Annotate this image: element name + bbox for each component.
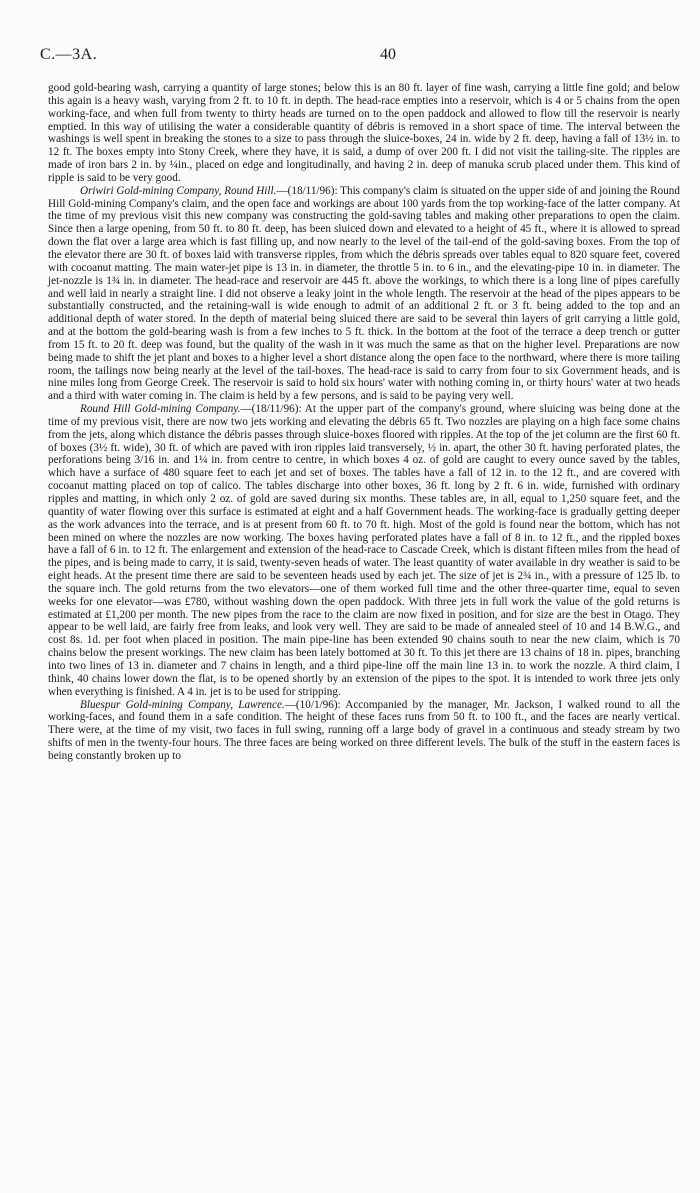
page-header [40,46,640,68]
document-body [48,82,680,763]
paragraph-text: good gold-bearing wash, carrying a quantity of large stones; below this is an 80 ft. layer of fine wash, carrying a little fine gold; and below this again is a heavy wash, varying from 2 ft. to 10 ft. in depth. The head-race empties into a reservoir, which is 4 or 5 chains from the open working-face, and when full from twenty to thirty heads are turned on to the open paddock and allowed to flow till the reservoir is nearly emptied. In this way of utilising the water a considerable quantity of débris is removed in a short space of time. The interval between the washings is well spent in breaking the stones to a size to pass through the sluice-boxes, 24 in. wide by 2 ft. deep, having a fall of 13½ in. to 12 ft. The boxes empty into Stony Creek, where they have, it is said, a dump of over 200 ft. I did not visit the tailing-site. The ripples are made of iron bars 2 in. by ¼in., placed on edge and longitudinally, and having 2 in. deep of manuka scrub placed under them. This kind of ripple is said to be very good. [48,82,680,184]
paragraph-text: —(18/11/96): This company's claim is situated on the upper side of and joining the Round Hill Gold-mining Company's claim, and the open face and workings are about 100 yards from the top working-face of the latter company. At the time of my previous visit this new company was constructing the gold-saving tables and making other preparations to open the claim. Since then a large opening, from 50 ft. to 80 ft. deep, has been sluiced down and elevated to a height of 45 ft., where it is allowed to spread down the flat over a large area which is fast filling up, and now nearly to the level of the tail-end of the gold-saving boxes. From the top of the elevator there are 30 ft. of boxes laid with transverse ripples, from which the débris spreads over tables equal to 820 square feet, covered with cocoanut matting. The main water-jet pipe is 13 in. in diameter, the throttle 5 in. to 6 in., and the elevating-pipe 10 in. in diameter. The jet-nozzle is 1¾ in. in diameter. The head-race and reservoir are 445 ft. above the workings, to which there is a long line of pipes carefully and well laid in nearly a straight line. I did not observe a leaky joint in the whole length. The reservoir at the head of the pipes appears to be substantially constructed, and the retaining-wall is wide enough to admit of an additional 2 ft. or 3 ft. being added to the top and an additional depth of water stored. In the depth of material being sluiced there are said to be several thin layers of grit carrying a little gold, and at the bottom the gold-bearing wash is from a few inches to 5 ft. thick. In the bottom at the foot of the terrace a deep trench or gutter from 15 ft. to 20 ft. deep was found, but the quality of the wash in it was much the same as that on the higher level. Preparations are now being made to shift the jet plant and boxes to a higher level a short distance along the open face to the northward, where there is more tailing room, the tailings now being nearly at the level of the tail-boxes. The head-race is said to carry from four to six Government heads, and is nine miles long from George Creek. The reservoir is said to hold six hours' water with nothing coming in, or thirty hours' water at two heads and a third with water coming in. The claim is held by a few persons, and is said to be paying very well. [48,184,680,403]
paragraph-round-hill [48,403,680,698]
section-heading-oriwiri: Oriwiri Gold-mining Company, Round Hill. [80,184,277,197]
page-number: 40 [380,46,396,63]
document-reference: C.—3A. [40,46,98,63]
section-heading-bluespur: Bluespur Gold-mining Company, Lawrence. [80,698,285,711]
paragraph-bluespur [48,699,680,763]
paragraph-oriwiri [48,185,680,403]
paragraph-text: —(18/11/96): At the upper part of the company's ground, where sluicing was being done at the time of my previous visit, there are now two jets working and elevating the débris 65 ft. Two nozzles are playing on a high face some chains from the jets, along which distance the débris passes through sluice-boxes floored with ripples. At the top of the jet column are the first 60 ft. of boxes (3½ ft. wide), 30 ft. of which are paved with iron ripples laid transversely, ½ in. apart, the other 30 ft. having perforated plates, the perforations being 3/16 in. and 1¼ in. from centre to centre, in which boxes 4 oz. of gold are caught to every ounce saved by the tables, which have a surface of 480 square feet to each jet and set of boxes. The tables have a fall of 12 in. to the 12 ft., and are covered with cocoanut matting placed on top of calico. The tables discharge into other boxes, 36 ft. long by 2 ft. 6 in. wide, furnished with ordinary ripples and matting, in which only 2 oz. of gold are saved during six months. These tables are, in all, equal to 1,250 square feet, and the quantity of water flowing over this surface is estimated at eight and a half Government heads. The working-face is gradually getting deeper as the work advances into the terrace, and is at present from 60 ft. to 70 ft. high. Most of the gold is found near the bottom, which has not been mined on where the nozzles are now working. The boxes having perforated plates have a fall of 8 in. to 12 ft., and the rippled boxes have a fall of 6 in. to 12 ft. The enlargement and extension of the head-race to Cascade Creek, which is distant fifteen miles from the head of the pipes, and is being made to carry, it is said, twenty-seven heads of water. The least quantity of water available in dry weather is said to be eight heads. At the present time there are said to be seventeen heads used by each jet. The size of jet is 2¾ in., with a pressure of 125 lb. to the square inch. The gold returns from the two elevators—one of them worked full time and the other three-quarter time, equal to seven weeks for one elevator—was £780, without washing down the open paddock. With three jets in full work the value of the gold returns is estimated at £1,200 per month. The new pipes from the race to the claim are now fixed in position, and for size are the best in Otago. They appear to be well laid, are fairly free from leaks, and look very well. They are said to be made of annealed steel of 10 and 14 B.W.G., and cost 8s. 1d. per foot when placed in position. The main pipe-line has been extended 90 chains south to near the new claim, which is 70 chains below the present workings. The new claim has been lately bottomed at 30 ft. To this jet there are 13 chains of 18 in. pipes, branching into two lines of 13 in. diameter and 7 chains in length, and a third pipe-line off the main line 13 in. to work the nozzle. A third claim, I think, 40 chains lower down the flat, is to be opened shortly by an extension of the pipes to the spot. It is intended to work three jets only when everything is finished. A 4 in. jet is to be used for stripping. [48,403,680,698]
paragraph-continued-wash [48,82,680,185]
paragraph-text: —(10/1/96): Accompanied by the manager, Mr. Jackson, I walked round to all the working-faces, and found them in a safe condition. The height of these faces runs from 50 ft. to 100 ft., and the faces are nearly vertical. There were, at the time of my visit, two faces in full swing, running off a large body of gravel in a continuous and steady stream by two shifts of men in the twenty-four hours. The three faces are being worked on three different levels. The bulk of the stuff in the eastern faces is being constantly broken up to [48,698,680,762]
section-heading-round-hill: Round Hill Gold-mining Company. [80,403,241,416]
